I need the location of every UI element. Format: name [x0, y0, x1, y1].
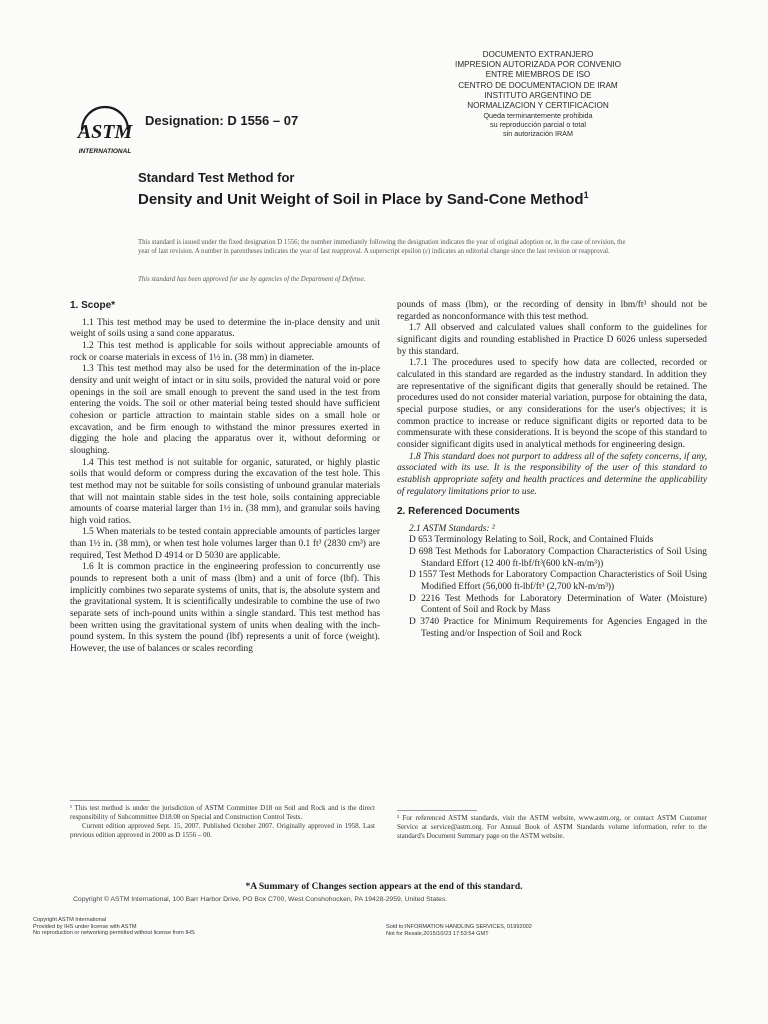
stamp-line: DOCUMENTO EXTRANJERO — [482, 50, 594, 59]
footnote-2 — [397, 810, 707, 841]
footnote-1-edition: Current edition approved Sept. 15, 2007. Published October 2007. Originally approved in 1958. Last previous edition approved in 2000 as D 1556 – 00. — [70, 822, 375, 839]
paragraph: 1.7.1 The procedures used to specify how data are collected, recorded or calculated in this standard are regarded as the industry standard. In addition they are representative of the significant digits that generally should be retained. The procedures used do not consider material variation, purpose for obtaining the data, special purpose studies, or any considerations for the user's objectives; it is common practice to increase or reduce significant digits or reported data to be commensurate with these considerations. It is beyond the scope of this standard to consider significant digits used in analytical methods for engineering design. — [397, 358, 707, 450]
logo-text: ASTM — [77, 121, 133, 143]
paragraph: 1.7 All observed and calculated values shall conform to the guidelines for significant digits and rounding established in Practice D 6026 unless superseded by this standard. — [397, 323, 707, 357]
stamp-line: NORMALIZACION Y CERTIFICACION — [467, 101, 609, 111]
section-heading-referenced-documents: 2. Referenced Documents — [397, 506, 520, 518]
footer-line: Provided by IHS under license with ASTM — [33, 923, 137, 930]
paragraph: 1.4 This test method is not suitable for organic, saturated, or highly plastic soils that would deform or compress during the excavation of the test hole. This test method may not be suitable for soils consisting of unbound granular materials that will not maintain stable sides in the test hole, soils containing appreciable amounts of coarse material larger than 1½ in. (38 mm), and granular soils having high void ratios. — [70, 457, 380, 526]
title-line-1: Standard Test Method for — [138, 170, 295, 185]
section-heading-scope: 1. Scope* — [70, 300, 116, 311]
stamp-line: CENTRO DE DOCUMENTACION DE IRAM — [458, 80, 618, 90]
footer-line: Sold to:INFORMATION HANDLING SERVICES, 01992002 — [386, 924, 532, 930]
paragraph: 1.2 This test method is applicable for soils without appreciable amounts of rock or coarse materials in excess of 1½ in. (38 mm) in diameter. — [70, 340, 380, 363]
title-line-2 — [138, 186, 658, 209]
reference-list — [397, 524, 707, 641]
designation: Designation: D 1556 – 07 — [145, 113, 299, 128]
reference-item: D 653 Terminology Relating to Soil, Rock, and Contained Fluids — [409, 535, 654, 546]
right-column — [397, 300, 707, 640]
footnote-rule — [70, 800, 150, 801]
footer-line: No reproduction or networking permitted without license from IHS — [33, 930, 195, 937]
license-footer-left — [33, 917, 195, 937]
reference-intro: 2.1 ASTM Standards: ² — [409, 523, 495, 534]
footnote-2-text: ² For referenced ASTM standards, visit the ASTM website, www.astm.org, or contact ASTM Customer Service at service@astm.org. For Annual Book of ASTM Standards volume information, refer to the standard's Document Summary page on the ASTM website. — [397, 814, 707, 840]
paragraph-continued: pounds of mass (lbm), or the recording of density in lbm/ft³ should not be regarded as nonconformance with this test method. — [397, 300, 707, 322]
reference-item: D 698 Test Methods for Laboratory Compaction Characteristics of Soil Using Standard Effort (12 400 ft-lbf/ft³(600 kN-m/m³)) — [409, 547, 707, 569]
astm-logo-icon — [72, 100, 138, 156]
logo-subtext: INTERNATIONAL — [78, 148, 132, 155]
footer-line: Copyright ASTM International — [33, 917, 107, 923]
title-main: Density and Unit Weight of Soil in Place by Sand-Cone Method — [138, 191, 584, 208]
stamp-line: INSTITUTO ARGENTINO DE — [484, 90, 592, 100]
reference-item: D 2216 Test Methods for Laboratory Determination of Water (Moisture) Content of Soil and Rock by Mass — [409, 593, 707, 616]
paragraph: 1.1 This test method may be used to determine the in-place density and unit weight of soils using a sand cone apparatus. — [70, 317, 380, 340]
footer-line: Not for Resale,2015/10/23 17:53:54 GMT — [386, 930, 489, 937]
summary-of-changes-note: *A Summary of Changes section appears at the end of this standard. — [245, 882, 523, 892]
paragraph: 1.6 It is common practice in the engineering profession to concurrently use pounds to represent both a unit of mass (lbm) and a unit of force (lbf). This implicitly combines two separate systems of units, that is, the absolute system and the gravitational system. It is scientifically undesirable to combine the use of two separate sets of inch-pound units within a single standard. This test method has been written using the gravitational system of units when dealing with the inch-pound system. In this system the pound (lbf) represents a unit of force (weight). However, the use of balances or scales recording — [70, 562, 380, 655]
left-column — [70, 300, 380, 656]
paragraph-safety: 1.8 This standard does not purport to address all of the safety concerns, if any, associated with its use. It is the responsibility of the user of this standard to establish appropriate safety and health practices and determine the applicability of regulatory limitations prior to use. — [397, 451, 707, 497]
paragraph: 1.5 When materials to be tested contain appreciable amounts of particles larger than 1½ in. (38 mm), or when test hole volumes larger than 0.1 ft³ (2830 cm³) are required, Test Method D 4914 or D 5030 are applicable. — [70, 527, 380, 561]
stamp-small-line: su reproducción parcial o total — [490, 120, 586, 130]
reference-item: D 3740 Practice for Minimum Requirements for Agencies Engaged in the Testing and/or Inspection of Soil and Rock — [409, 617, 707, 639]
copyright-line: Copyright © ASTM International, 100 Barr Harbor Drive, PO Box C700, West Conshohocken, PA 19428-2959, United States. — [73, 896, 448, 903]
designation-note: This standard is issued under the fixed designation D 1556; the number immediately following the designation indicates the year of original adoption or, in the case of revision, the year of last revision. A number in parentheses indicates the year of last reapproval. A superscript epsilon (ε) indicates an editorial change since the last revision or reapproval. — [138, 239, 626, 255]
footnote-1 — [70, 800, 375, 840]
stamp-line: ENTRE MIEMBROS DE ISO — [485, 70, 591, 80]
stamp-small-line: Queda terminantemente prohibida — [483, 111, 593, 121]
stamp-small-line: sin autorización IRAM — [503, 129, 573, 139]
footnote-1-text: ¹ This test method is under the jurisdiction of ASTM Committee D18 on Soil and Rock and is the direct responsibility of Subcommittee D18.08 on Special and Construction Control Tests. — [70, 804, 375, 821]
license-footer-right — [386, 924, 532, 937]
title-footnote-mark: 1 — [583, 190, 589, 200]
paragraph: 1.3 This test method may also be used for the determination of the in-place density and unit weight of intact or in situ soils, provided the natural void or pore openings in the soil are small enough to prevent the sand used in the test from entering the voids. The soil or other material being tested should have sufficient cohesion or particle attraction to maintain stable sides on a small hole or excavation, and be firm enough to withstand the minor pressures exerted in digging the hole and placing the apparatus over it, without deforming or sloughing. — [70, 364, 380, 456]
footnote-rule — [397, 810, 477, 811]
dod-note: This standard has been approved for use by agencies of the Department of Defense. — [138, 276, 366, 283]
iram-stamp — [448, 50, 628, 138]
reference-item: D 1557 Test Methods for Laboratory Compaction Characteristics of Soil Using Modified Effort (56,000 ft-lbf/ft³ (2,700 kN-m/m³)) — [409, 570, 707, 593]
stamp-line: IMPRESION AUTORIZADA POR CONVENIO — [455, 60, 621, 70]
